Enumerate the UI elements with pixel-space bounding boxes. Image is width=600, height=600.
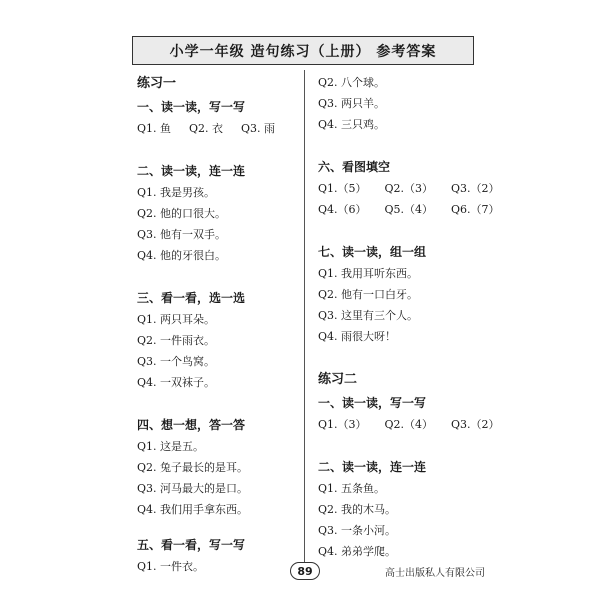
answer: Q4. 一双袜子。 [137, 376, 216, 389]
answer: Q2.（3） [384, 182, 434, 195]
page-number: 89 [290, 562, 320, 580]
answer: Q1.（3） [318, 418, 367, 431]
section-title: 三、看一看，选一选 [137, 291, 246, 305]
section-title: 一、读一读，写一写 [318, 396, 427, 410]
answer: Q3. 这里有三个人。 [318, 309, 419, 322]
answer: Q1. 一件衣。 [137, 560, 205, 573]
right-column [318, 72, 500, 562]
page-title: 小学一年级 造句练习（上册） 参考答案 [132, 36, 474, 65]
answer-row [318, 178, 500, 199]
answer: Q4. 弟弟学爬。 [318, 545, 397, 558]
answer: Q3. 两只羊。 [318, 97, 386, 110]
answer: Q1. 我用耳听东西。 [318, 267, 419, 280]
section-title: 二、读一读，连一连 [137, 164, 246, 178]
answer: Q1. 两只耳朵。 [137, 313, 216, 326]
answer: Q2. 兔子最长的是耳。 [137, 461, 249, 474]
answer: Q3.（2） [451, 418, 500, 431]
answer: Q1. 鱼 [137, 122, 172, 135]
answer: Q2. 衣 [189, 122, 224, 135]
left-column [137, 72, 287, 577]
answer: Q2. 八个球。 [318, 76, 386, 89]
answer-row [318, 414, 500, 435]
answer: Q4. 雨很大呀！ [318, 330, 397, 343]
section-title: 四、想一想，答一答 [137, 418, 246, 432]
answer: Q2. 我的木马。 [318, 503, 397, 516]
publisher: 高士出版私人有限公司 [385, 568, 485, 579]
answer: Q4. 他的牙很白。 [137, 249, 227, 262]
answer-row [137, 118, 287, 139]
answer: Q2. 他的口很大。 [137, 207, 227, 220]
answer: Q1. 我是男孩。 [137, 186, 216, 199]
section-title: 二、读一读，连一连 [318, 460, 427, 474]
answer: Q2.（4） [384, 418, 434, 431]
section-title: 六、看图填空 [318, 160, 391, 174]
answer: Q4.（6） [318, 203, 367, 216]
section-title: 七、读一读，组一组 [318, 245, 427, 259]
answer: Q3. 一个鸟窝。 [137, 355, 216, 368]
answer: Q4. 我们用手拿东西。 [137, 503, 249, 516]
exercise-1-title: 练习一 [137, 76, 177, 91]
section-title: 五、看一看，写一写 [137, 538, 246, 552]
answer: Q1.（5） [318, 182, 367, 195]
answer: Q4. 三只鸡。 [318, 118, 386, 131]
answer: Q3. 一条小河。 [318, 524, 397, 537]
answer: Q3.（2） [451, 182, 500, 195]
section-title: 一、读一读，写一写 [137, 100, 246, 114]
answer: Q1. 五条鱼。 [318, 482, 386, 495]
answer: Q3. 他有一双手。 [137, 228, 227, 241]
answer-row [318, 199, 500, 220]
answer: Q6.（7） [451, 203, 500, 216]
column-divider [304, 70, 305, 562]
answer: Q5.（4） [384, 203, 434, 216]
answer: Q1. 这是五。 [137, 440, 205, 453]
exercise-2-title: 练习二 [318, 372, 358, 387]
answer: Q2. 一件雨衣。 [137, 334, 216, 347]
answer: Q2. 他有一口白牙。 [318, 288, 419, 301]
answer: Q3. 河马最大的是口。 [137, 482, 249, 495]
answer: Q3. 雨 [241, 122, 276, 135]
